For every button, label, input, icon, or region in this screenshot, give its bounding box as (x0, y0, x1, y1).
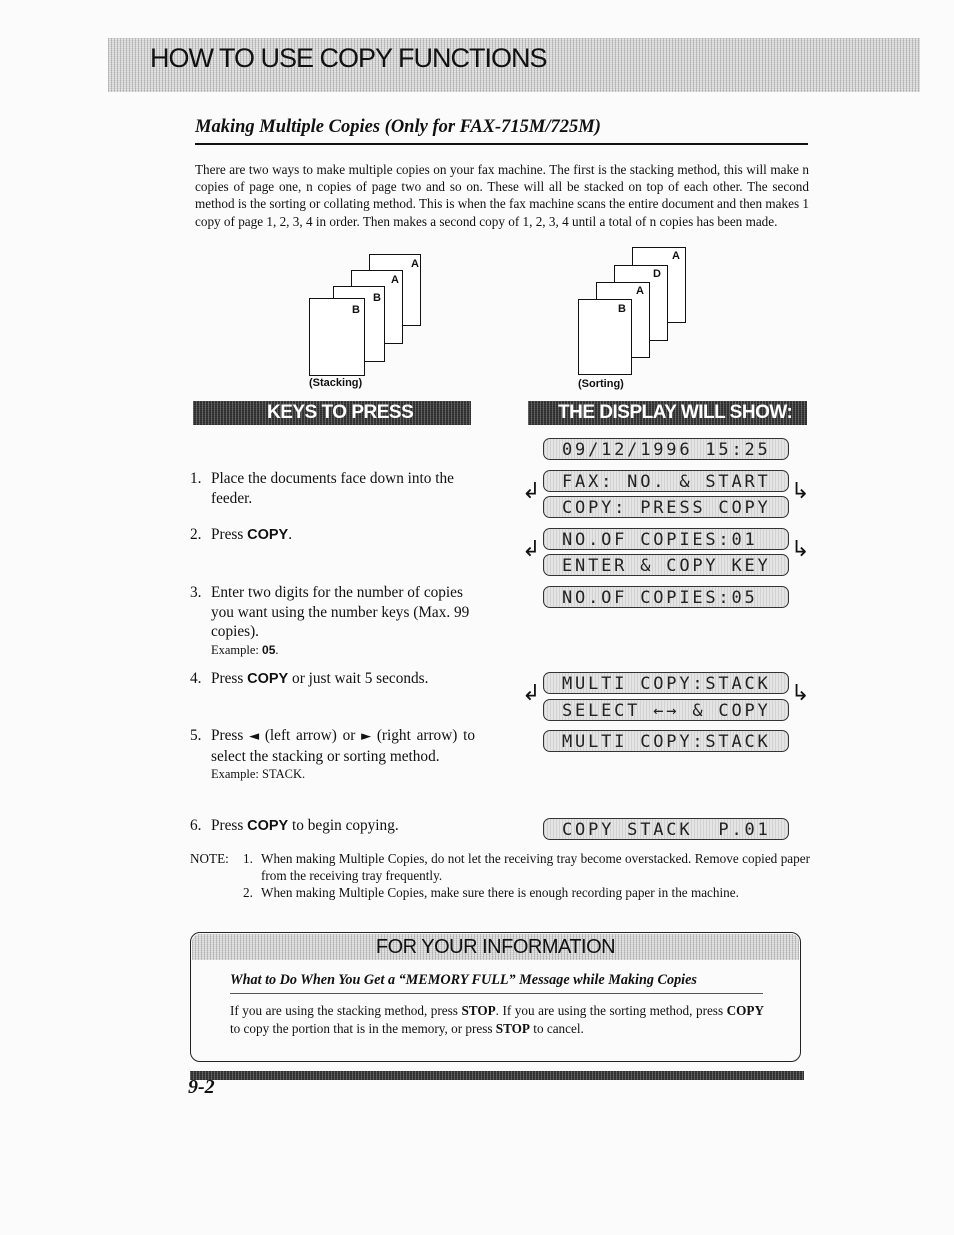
info-body-text: to copy the portion that is in the memory, or press (230, 1021, 496, 1036)
step-1 (190, 469, 475, 508)
sorting-diagram (576, 247, 691, 377)
copy-key-label: COPY (247, 671, 289, 687)
note-item-text: When making Multiple Copies, do not let the receiving tray become overstacked. Remove copied paper from the receiving tray frequently. (261, 851, 810, 883)
sorting-label: (Sorting) (578, 378, 624, 390)
lcd-enter-copy-key: ENTER & COPY KEY (543, 554, 789, 576)
step-5 (190, 726, 475, 782)
example-label: Example: (211, 642, 263, 657)
info-body-text: If you are using the stacking method, press (230, 1003, 462, 1018)
section-rule (195, 143, 808, 145)
example-value: 05 (262, 642, 276, 657)
sort-letter-4: B (618, 303, 626, 315)
keys-banner-text: KEYS TO PRESS (267, 402, 414, 423)
step-3 (190, 583, 475, 658)
lcd-no-copies-01: NO.OF COPIES:01 (543, 528, 789, 550)
stack-letter-1: A (411, 258, 419, 270)
step-text: Enter two digits for the number of copies you want using the number keys (Max. 99 copies). (211, 584, 470, 640)
note-item-number: 1. (243, 851, 253, 866)
step-example: Example: STACK. (211, 767, 306, 781)
note-item-number: 2. (243, 885, 253, 900)
info-body (230, 1002, 764, 1038)
cycle-arrow-left-icon: ↲ (522, 479, 541, 504)
note-item-text: When making Multiple Copies, make sure there is enough recording paper in the machine. (261, 885, 739, 900)
info-body-text: to cancel. (530, 1021, 584, 1036)
sort-letter-1: A (672, 250, 680, 262)
step-4 (190, 669, 475, 690)
sort-letter-3: A (636, 285, 644, 297)
lcd-date-time: 09/12/1996 15:25 (543, 438, 789, 460)
footer-band (190, 1071, 804, 1080)
step-number: 4. (190, 670, 202, 687)
page-number: 9-2 (188, 1076, 215, 1098)
step-text: Press (211, 727, 250, 744)
step-text-end: to begin copying. (288, 817, 399, 834)
left-arrow-icon: ◄ (249, 729, 260, 744)
step-text-end: (right arrow) to select the stacking or sorting method. (211, 727, 475, 765)
step-number: 1. (190, 470, 202, 487)
lcd-fax-start: FAX: NO. & START (543, 470, 789, 492)
step-text: Press (211, 526, 248, 543)
stack-letter-2: A (391, 274, 399, 286)
example-end: . (275, 642, 279, 657)
copy-key-label: COPY (247, 818, 289, 834)
step-6 (190, 816, 475, 837)
step-2 (190, 525, 475, 546)
note-label: NOTE: (190, 851, 229, 866)
step-number: 3. (190, 584, 202, 601)
section-title: Making Multiple Copies (Only for FAX-715M/725M) (195, 117, 601, 137)
lcd-copy-press: COPY: PRESS COPY (543, 496, 789, 518)
keys-to-press-banner (193, 401, 471, 425)
stop-key-label: STOP (461, 1003, 496, 1018)
intro-paragraph: There are two ways to make multiple copies on your fax machine. The first is the stacking method, this will make n copies of page one, n copies of page two and so on. These will all be stacked on top of each other. The second method is the sorting or collating method. This is when the fax machine scans the entire document and then makes 1 copy of page 1, 2, 3, 4 in order. Then makes a second copy of 1, 2, 3, 4 until a total of n copies has been made. (195, 162, 809, 229)
step-number: 5. (190, 727, 202, 744)
info-body-text: . If you are using the sorting method, press (495, 1003, 727, 1018)
stacking-diagram (305, 254, 425, 376)
lcd-copy-stack-page: COPY STACK P.01 (543, 818, 789, 840)
lcd-multi-copy-stack-selected: MULTI COPY:STACK (543, 730, 789, 752)
step-text: Place the documents face down into the feeder. (211, 470, 454, 507)
cycle-arrow-right-icon: ↳ (791, 681, 810, 706)
lcd-multi-copy-stack: MULTI COPY:STACK (543, 672, 789, 694)
display-will-show-banner (528, 401, 807, 425)
info-title: FOR YOUR INFORMATION (375, 936, 616, 958)
step-text-end: or just wait 5 seconds. (288, 670, 429, 687)
step-text-mid: (left arrow) or (259, 727, 362, 744)
lcd-select-copy: SELECT ←→ & COPY (543, 699, 789, 721)
cycle-arrow-left-icon: ↲ (522, 681, 541, 706)
copy-key-label: COPY (247, 527, 289, 543)
step-number: 6. (190, 817, 202, 834)
cycle-arrow-left-icon: ↲ (522, 537, 541, 562)
right-arrow-icon: ► (361, 729, 372, 744)
display-banner-text: THE DISPLAY WILL SHOW: (558, 402, 793, 423)
stack-letter-4: B (352, 304, 360, 316)
sort-letter-2: D (653, 268, 661, 280)
cycle-arrow-right-icon: ↳ (791, 479, 810, 504)
step-text: Press (211, 817, 248, 834)
cycle-arrow-right-icon: ↳ (791, 537, 810, 562)
stop-key-label: STOP (495, 1021, 530, 1036)
stack-letter-3: B (373, 292, 381, 304)
step-text: Press (211, 670, 248, 687)
info-subtitle: What to Do When You Get a “MEMORY FULL” Message while Making Copies (230, 972, 697, 988)
note-block (190, 850, 810, 901)
page-header-title: HOW TO USE COPY FUNCTIONS (150, 43, 547, 73)
step-example (211, 642, 475, 658)
step-text-end: . (288, 526, 293, 543)
step-number: 2. (190, 526, 202, 543)
info-rule (230, 993, 763, 994)
stacking-label: (Stacking) (309, 377, 363, 389)
copy-key-label: COPY (726, 1003, 764, 1018)
lcd-no-copies-05: NO.OF COPIES:05 (543, 586, 789, 608)
